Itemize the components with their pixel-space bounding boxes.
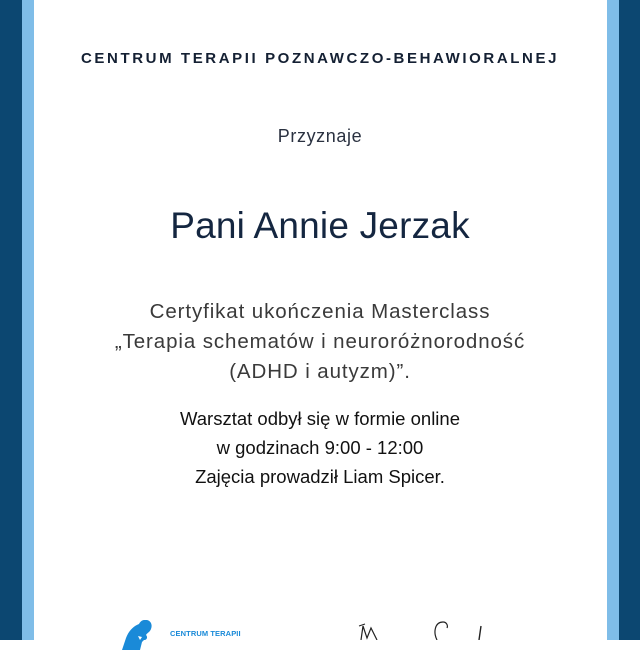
handwritten-signature-icon [355,620,495,640]
certificate-line: Certyfikat ukończenia Masterclass [149,300,491,323]
workshop-details [0,404,640,491]
certificate-line: (ADHD i autyzm)”. [229,360,411,383]
organization-logo [120,620,260,640]
certificate-line: „Terapia schematów i neuroróżnorodność [114,330,526,353]
recipient-name: Pani Annie Jerzak [170,205,470,246]
awards-label: Przyznaje [277,126,363,146]
details-line: Zajęcia prowadził Liam Spicer. [195,466,445,487]
logo-text: CENTRUM TERAPII [170,629,241,638]
details-line: Warsztat odbył się w formie online [179,408,460,429]
certificate-title [0,297,640,387]
organization-name: CENTRUM TERAPII POZNAWCZO-BEHAWIORALNEJ [80,50,560,67]
thinker-silhouette-icon [120,620,160,650]
details-line: w godzinach 9:00 - 12:00 [216,437,424,458]
